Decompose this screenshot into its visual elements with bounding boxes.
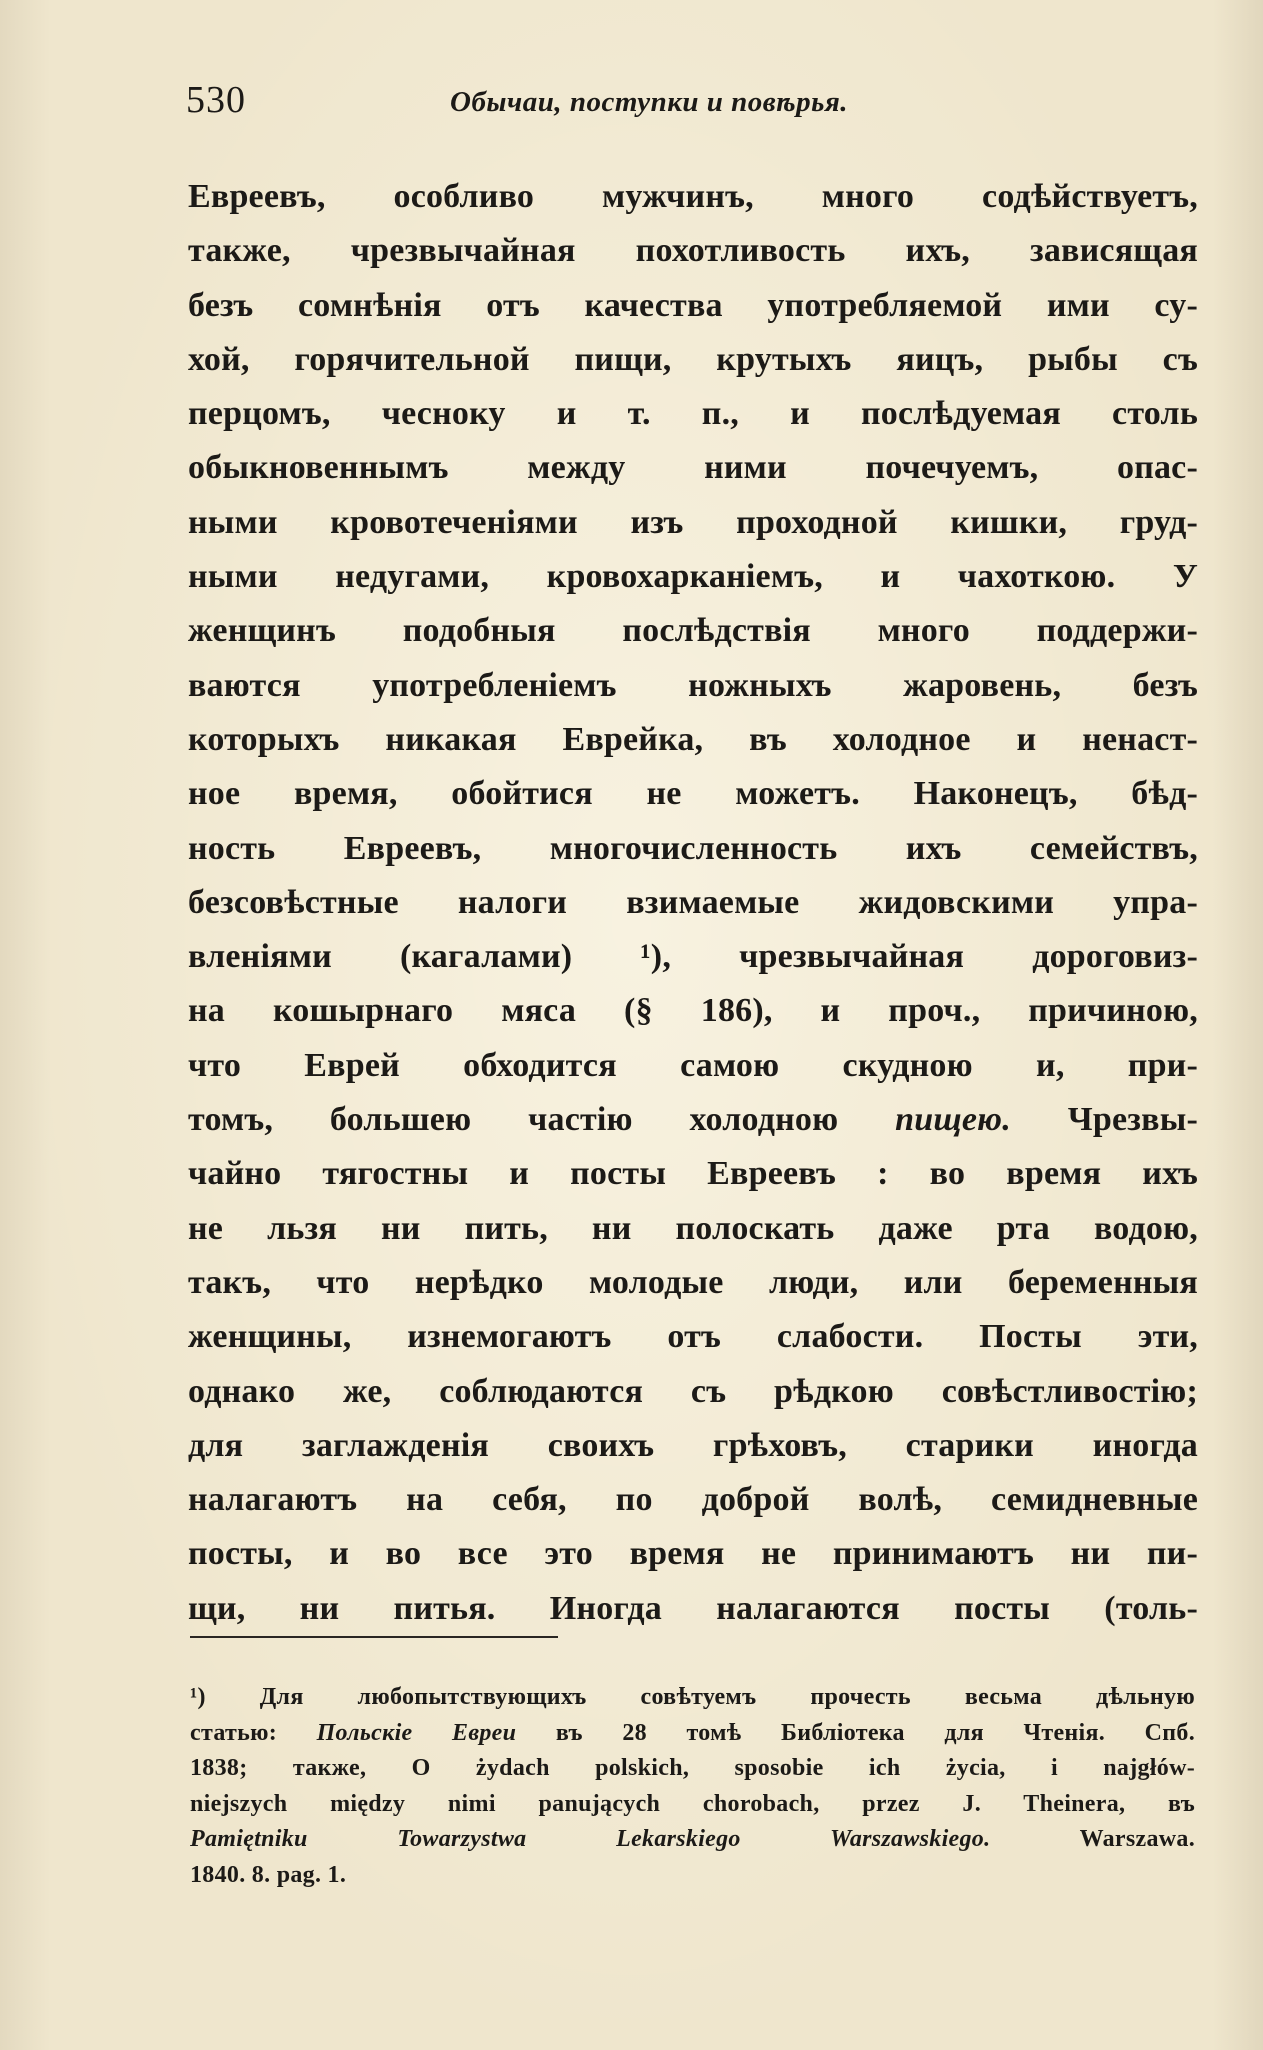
footnote-rule xyxy=(190,1636,558,1638)
text-line: ность Евреевъ, многочисленность ихъ семействъ, xyxy=(188,829,1198,867)
text-line: перцомъ, чесноку и т. п., и послѣдуемая столь xyxy=(188,395,1198,433)
text-line: такъ, что нерѣдко молодые люди, или беременныя xyxy=(188,1263,1198,1301)
footnote-line: 1838; также, O żydach polskich, sposobie ich życia, i najgłów- xyxy=(190,1755,1195,1781)
text-line: что Еврей обходится самою скудною и, при- xyxy=(188,1046,1198,1084)
footnote-line: ¹) Для любопытствующихъ совѣтуемъ прочесть весьма дѣльную xyxy=(190,1684,1195,1710)
footnote-line xyxy=(190,1716,1195,1752)
italic-title: Польскіе Евреи xyxy=(316,1719,517,1746)
line-segment: Чрезвы- xyxy=(1010,1101,1198,1139)
italic-title: Pamiętniku Towarzystwa Lekarskiego Warszawskiego. xyxy=(190,1826,991,1852)
text-line: чайно тягостны и посты Евреевъ : во время ихъ xyxy=(188,1155,1198,1193)
text-line: женщины, изнемогаютъ отъ слабости. Посты эти, xyxy=(188,1318,1198,1356)
text-line: безсовѣстные налоги взимаемые жидовскими упра- xyxy=(188,883,1198,921)
footnote xyxy=(190,1680,1195,1893)
text-line: обыкновеннымъ между ними почечуемъ, опас- xyxy=(188,449,1198,487)
text-line: которыхъ никакая Еврейка, въ холодное и ненаст- xyxy=(188,720,1198,758)
text-line: безъ сомнѣнія отъ качества употребляемой ими су- xyxy=(188,286,1198,324)
page-header xyxy=(186,78,1096,128)
page-number: 530 xyxy=(186,79,246,121)
footnote-segment: въ 28 томѣ Библiотека для Чтенія. Спб. xyxy=(516,1719,1195,1746)
footnote-line: 1840. 8. pag. 1. xyxy=(190,1861,347,1888)
line-segment: томъ, большею частію холодною xyxy=(188,1101,896,1139)
footnote-line xyxy=(190,1822,1195,1858)
text-line: вленіями (кагалами) ¹), чрезвычайная дороговиз- xyxy=(188,938,1198,976)
italic-word: пищею. xyxy=(895,1101,1011,1139)
text-line: Евреевъ, особливо мужчинъ, много содѣйствуетъ, xyxy=(188,178,1198,215)
text-line: женщинъ подобныя послѣдствія много поддержи- xyxy=(188,612,1198,650)
text-line: ное время, обойтися не можетъ. Наконецъ, бѣд- xyxy=(188,775,1198,813)
text-line: ными недугами, кровохарканіемъ, и чахоткою. У xyxy=(188,558,1198,596)
text-line: щи, ни питья. Иногда налагаются посты (толь- xyxy=(188,1589,1198,1627)
running-title: Обычаи, поступки и повѣрья. xyxy=(450,86,849,118)
footnote-segment: статью: xyxy=(190,1719,317,1746)
text-line: ными кровотеченіями изъ проходной кишки, груд- xyxy=(188,503,1198,541)
text-line: не льзя ни пить, ни полоскать даже рта водою, xyxy=(188,1209,1198,1247)
footnote-line: niejszych między nimi panujących chorobach, przez J. Theinera, въ xyxy=(190,1790,1195,1817)
text-line: на кошырнаго мяса (§ 186), и проч., причиною, xyxy=(188,992,1198,1030)
footnote-segment: Warszawa. xyxy=(990,1826,1196,1852)
text-line: ваются употребленіемъ ножныхъ жаровень, безъ xyxy=(188,666,1198,704)
text-line-with-italic xyxy=(188,1093,1198,1147)
text-line: хой, горячительной пищи, крутыхъ яицъ, рыбы съ xyxy=(188,340,1198,378)
main-text xyxy=(188,170,1198,1636)
text-line: посты, и во все это время не принимаютъ ни пи- xyxy=(188,1535,1198,1573)
text-line: для заглажденія своихъ грѣховъ, старики иногда xyxy=(188,1426,1198,1464)
text-line: также, чрезвычайная похотливость ихъ, зависящая xyxy=(188,232,1198,270)
text-line: налагаютъ на себя, по доброй волѣ, семидневные xyxy=(188,1481,1198,1519)
text-line: однако же, соблюдаются съ рѣдкою совѣстливостію; xyxy=(188,1372,1198,1410)
